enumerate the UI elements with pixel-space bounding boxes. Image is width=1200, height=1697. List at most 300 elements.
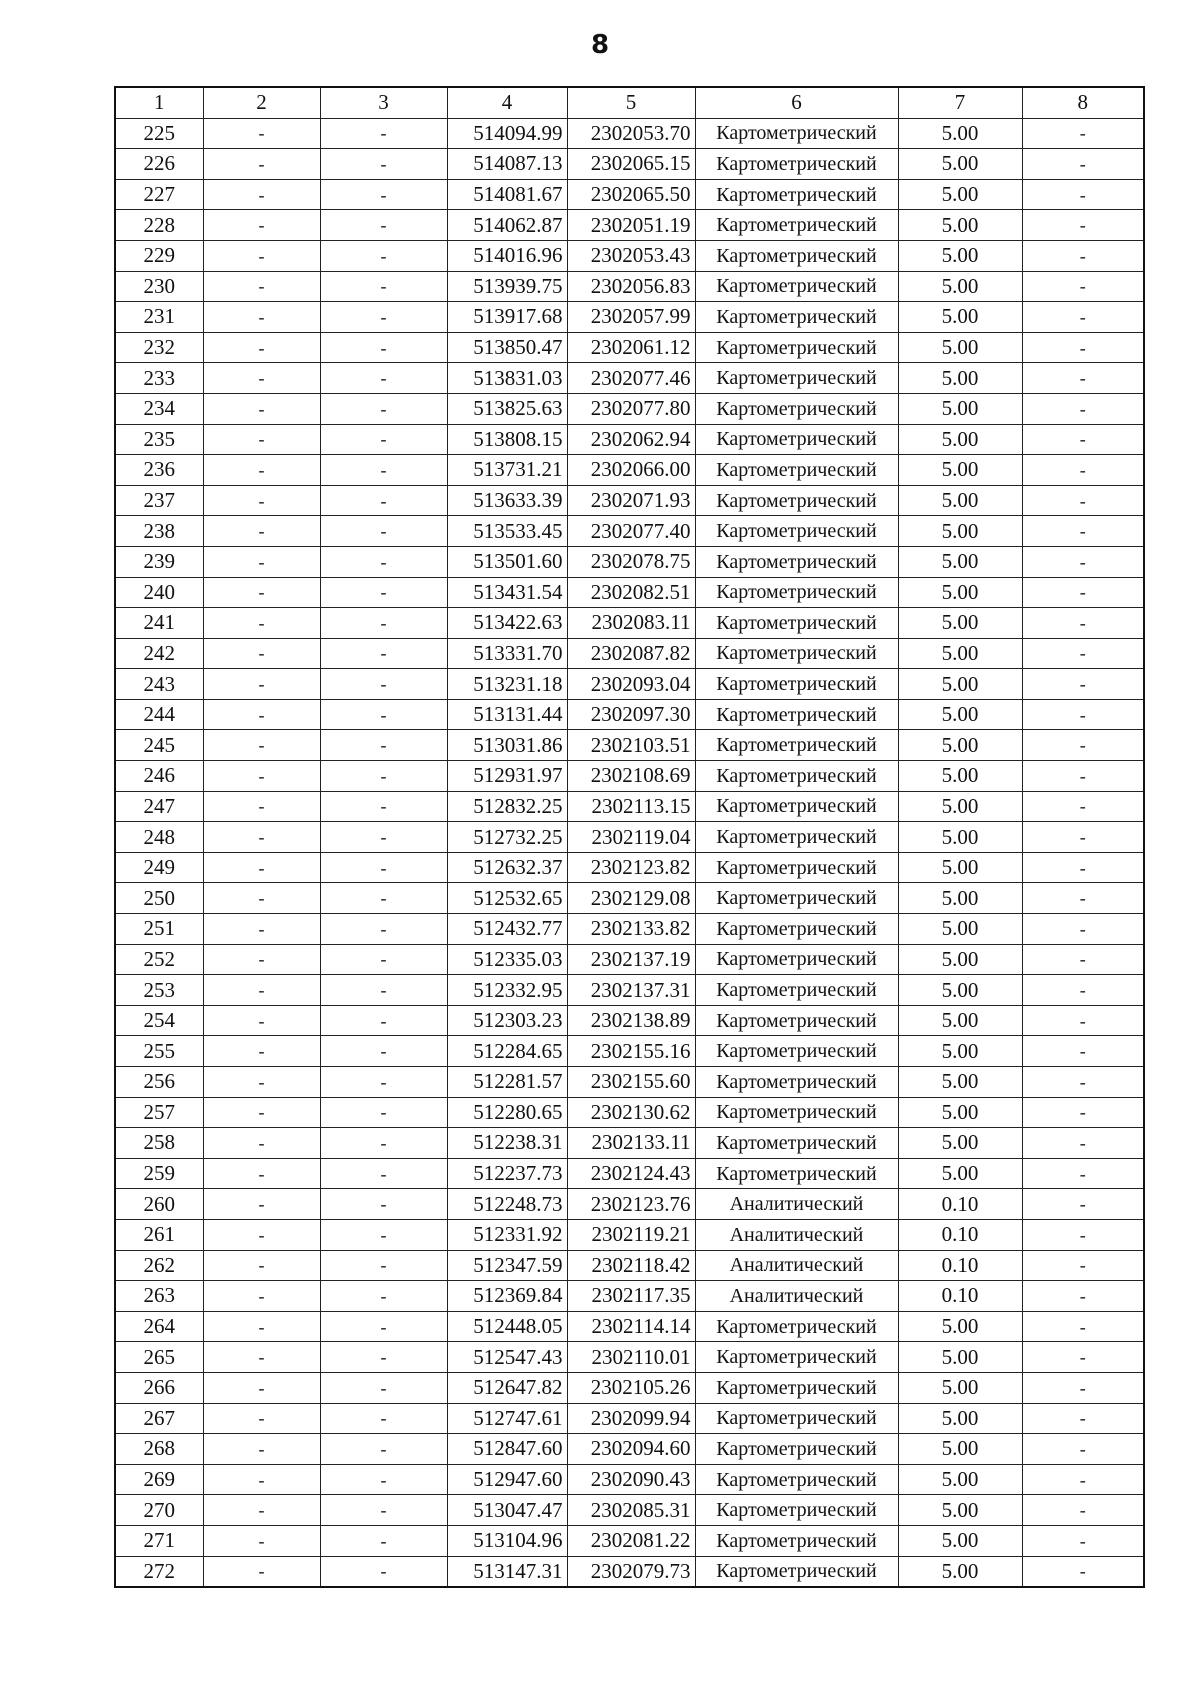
x-coordinate-cell: 512238.31	[447, 1128, 567, 1159]
x-coordinate-cell: 512632.37	[447, 852, 567, 883]
column-3-cell: -	[320, 1005, 447, 1036]
table-row	[115, 1495, 1144, 1526]
x-coordinate-cell: 513939.75	[447, 271, 567, 302]
y-coordinate-cell: 2302099.94	[567, 1403, 695, 1434]
method-cell: Картометрический	[695, 1005, 898, 1036]
method-cell: Картометрический	[695, 638, 898, 669]
column-2-cell: -	[203, 393, 320, 424]
accuracy-cell: 5.00	[898, 1342, 1022, 1373]
column-8-cell: -	[1022, 669, 1144, 700]
accuracy-cell: 5.00	[898, 638, 1022, 669]
y-coordinate-cell: 2302133.82	[567, 914, 695, 945]
point-number-cell: 230	[115, 271, 203, 302]
column-3-cell: -	[320, 455, 447, 486]
page-number: 8	[590, 30, 610, 60]
accuracy-cell: 5.00	[898, 1097, 1022, 1128]
column-8-cell: -	[1022, 1005, 1144, 1036]
column-2-cell: -	[203, 1128, 320, 1159]
method-cell: Картометрический	[695, 914, 898, 945]
table-row	[115, 791, 1144, 822]
column-8-cell: -	[1022, 516, 1144, 547]
column-8-cell: -	[1022, 1434, 1144, 1465]
point-number-cell: 236	[115, 455, 203, 486]
column-8-cell: -	[1022, 332, 1144, 363]
y-coordinate-cell: 2302081.22	[567, 1525, 695, 1556]
point-number-cell: 227	[115, 179, 203, 210]
column-8-cell: -	[1022, 883, 1144, 914]
method-cell: Аналитический	[695, 1281, 898, 1312]
column-2-cell: -	[203, 608, 320, 639]
table-row	[115, 1342, 1144, 1373]
column-8-cell: -	[1022, 944, 1144, 975]
column-3-cell: -	[320, 1036, 447, 1067]
column-2-cell: -	[203, 1311, 320, 1342]
x-coordinate-cell: 512237.73	[447, 1158, 567, 1189]
column-2-cell: -	[203, 1556, 320, 1587]
point-number-cell: 241	[115, 608, 203, 639]
y-coordinate-cell: 2302062.94	[567, 424, 695, 455]
y-coordinate-cell: 2302079.73	[567, 1556, 695, 1587]
x-coordinate-cell: 514016.96	[447, 240, 567, 271]
method-cell: Картометрический	[695, 1403, 898, 1434]
method-cell: Картометрический	[695, 761, 898, 792]
point-number-cell: 247	[115, 791, 203, 822]
column-2-cell: -	[203, 730, 320, 761]
table-row	[115, 1464, 1144, 1495]
column-3-cell: -	[320, 822, 447, 853]
column-8-cell: -	[1022, 638, 1144, 669]
column-2-cell: -	[203, 1403, 320, 1434]
column-2-cell: -	[203, 1434, 320, 1465]
table-row	[115, 1219, 1144, 1250]
accuracy-cell: 5.00	[898, 1372, 1022, 1403]
column-3-cell: -	[320, 730, 447, 761]
method-cell: Картометрический	[695, 1372, 898, 1403]
accuracy-cell: 0.10	[898, 1219, 1022, 1250]
table-row	[115, 975, 1144, 1006]
x-coordinate-cell: 512347.59	[447, 1250, 567, 1281]
x-coordinate-cell: 512303.23	[447, 1005, 567, 1036]
x-coordinate-cell: 512448.05	[447, 1311, 567, 1342]
column-8-cell: -	[1022, 1342, 1144, 1373]
y-coordinate-cell: 2302130.62	[567, 1097, 695, 1128]
column-8-cell: -	[1022, 608, 1144, 639]
method-cell: Картометрический	[695, 1036, 898, 1067]
x-coordinate-cell: 512281.57	[447, 1067, 567, 1098]
method-cell: Аналитический	[695, 1250, 898, 1281]
column-3-cell: -	[320, 975, 447, 1006]
y-coordinate-cell: 2302065.15	[567, 149, 695, 180]
column-8-cell: -	[1022, 546, 1144, 577]
column-3-cell: -	[320, 914, 447, 945]
y-coordinate-cell: 2302065.50	[567, 179, 695, 210]
point-number-cell: 272	[115, 1556, 203, 1587]
accuracy-cell: 5.00	[898, 516, 1022, 547]
method-cell: Картометрический	[695, 608, 898, 639]
column-3-cell: -	[320, 1525, 447, 1556]
column-8-cell: -	[1022, 271, 1144, 302]
column-2-cell: -	[203, 424, 320, 455]
accuracy-cell: 5.00	[898, 730, 1022, 761]
x-coordinate-cell: 513031.86	[447, 730, 567, 761]
y-coordinate-cell: 2302105.26	[567, 1372, 695, 1403]
column-8-cell: -	[1022, 699, 1144, 730]
method-cell: Картометрический	[695, 669, 898, 700]
table-header-row	[115, 87, 1144, 118]
point-number-cell: 234	[115, 393, 203, 424]
column-8-cell: -	[1022, 791, 1144, 822]
x-coordinate-cell: 512747.61	[447, 1403, 567, 1434]
column-8-cell: -	[1022, 1403, 1144, 1434]
table-row	[115, 485, 1144, 516]
method-cell: Картометрический	[695, 822, 898, 853]
point-number-cell: 267	[115, 1403, 203, 1434]
y-coordinate-cell: 2302155.16	[567, 1036, 695, 1067]
point-number-cell: 256	[115, 1067, 203, 1098]
column-2-cell: -	[203, 546, 320, 577]
x-coordinate-cell: 513431.54	[447, 577, 567, 608]
column-2-cell: -	[203, 332, 320, 363]
y-coordinate-cell: 2302087.82	[567, 638, 695, 669]
column-2-cell: -	[203, 822, 320, 853]
column-8-cell: -	[1022, 1158, 1144, 1189]
x-coordinate-cell: 512931.97	[447, 761, 567, 792]
column-8-cell: -	[1022, 1525, 1144, 1556]
method-cell: Картометрический	[695, 179, 898, 210]
method-cell: Картометрический	[695, 516, 898, 547]
column-3-cell: -	[320, 271, 447, 302]
point-number-cell: 271	[115, 1525, 203, 1556]
method-cell: Картометрический	[695, 883, 898, 914]
column-8-cell: -	[1022, 210, 1144, 241]
x-coordinate-cell: 513147.31	[447, 1556, 567, 1587]
column-8-cell: -	[1022, 1189, 1144, 1220]
column-8-cell: -	[1022, 761, 1144, 792]
table-row	[115, 271, 1144, 302]
y-coordinate-cell: 2302113.15	[567, 791, 695, 822]
column-8-cell: -	[1022, 852, 1144, 883]
x-coordinate-cell: 513533.45	[447, 516, 567, 547]
point-number-cell: 265	[115, 1342, 203, 1373]
point-number-cell: 255	[115, 1036, 203, 1067]
accuracy-cell: 5.00	[898, 1525, 1022, 1556]
method-cell: Картометрический	[695, 271, 898, 302]
y-coordinate-cell: 2302103.51	[567, 730, 695, 761]
accuracy-cell: 5.00	[898, 271, 1022, 302]
table-row	[115, 1097, 1144, 1128]
column-2-cell: -	[203, 1281, 320, 1312]
column-3-cell: -	[320, 179, 447, 210]
point-number-cell: 250	[115, 883, 203, 914]
column-2-cell: -	[203, 669, 320, 700]
x-coordinate-cell: 512847.60	[447, 1434, 567, 1465]
table-row	[115, 638, 1144, 669]
column-3-cell: -	[320, 1495, 447, 1526]
method-cell: Картометрический	[695, 975, 898, 1006]
y-coordinate-cell: 2302078.75	[567, 546, 695, 577]
point-number-cell: 270	[115, 1495, 203, 1526]
column-8-cell: -	[1022, 577, 1144, 608]
accuracy-cell: 5.00	[898, 424, 1022, 455]
column-3-cell: -	[320, 332, 447, 363]
point-number-cell: 259	[115, 1158, 203, 1189]
point-number-cell: 251	[115, 914, 203, 945]
x-coordinate-cell: 512280.65	[447, 1097, 567, 1128]
accuracy-cell: 5.00	[898, 822, 1022, 853]
table-row	[115, 1403, 1144, 1434]
y-coordinate-cell: 2302117.35	[567, 1281, 695, 1312]
accuracy-cell: 5.00	[898, 1403, 1022, 1434]
method-cell: Картометрический	[695, 363, 898, 394]
column-8-cell: -	[1022, 302, 1144, 333]
x-coordinate-cell: 513808.15	[447, 424, 567, 455]
table-row	[115, 363, 1144, 394]
point-number-cell: 238	[115, 516, 203, 547]
y-coordinate-cell: 2302129.08	[567, 883, 695, 914]
point-number-cell: 257	[115, 1097, 203, 1128]
method-cell: Картометрический	[695, 1464, 898, 1495]
column-header: 2	[203, 87, 320, 118]
column-3-cell: -	[320, 1067, 447, 1098]
point-number-cell: 240	[115, 577, 203, 608]
table-row	[115, 577, 1144, 608]
column-3-cell: -	[320, 1464, 447, 1495]
accuracy-cell: 5.00	[898, 761, 1022, 792]
column-3-cell: -	[320, 424, 447, 455]
accuracy-cell: 5.00	[898, 699, 1022, 730]
column-3-cell: -	[320, 1189, 447, 1220]
point-number-cell: 252	[115, 944, 203, 975]
column-8-cell: -	[1022, 240, 1144, 271]
column-8-cell: -	[1022, 118, 1144, 149]
accuracy-cell: 5.00	[898, 546, 1022, 577]
coordinates-table	[114, 86, 1145, 1588]
accuracy-cell: 5.00	[898, 1158, 1022, 1189]
column-2-cell: -	[203, 485, 320, 516]
column-8-cell: -	[1022, 455, 1144, 486]
table-row	[115, 149, 1144, 180]
point-number-cell: 232	[115, 332, 203, 363]
method-cell: Аналитический	[695, 1219, 898, 1250]
table-row	[115, 118, 1144, 149]
column-3-cell: -	[320, 546, 447, 577]
accuracy-cell: 5.00	[898, 975, 1022, 1006]
point-number-cell: 225	[115, 118, 203, 149]
accuracy-cell: 5.00	[898, 1036, 1022, 1067]
column-3-cell: -	[320, 149, 447, 180]
x-coordinate-cell: 513825.63	[447, 393, 567, 424]
x-coordinate-cell: 512547.43	[447, 1342, 567, 1373]
accuracy-cell: 5.00	[898, 149, 1022, 180]
column-2-cell: -	[203, 179, 320, 210]
accuracy-cell: 5.00	[898, 1495, 1022, 1526]
method-cell: Аналитический	[695, 1189, 898, 1220]
column-8-cell: -	[1022, 1311, 1144, 1342]
column-3-cell: -	[320, 638, 447, 669]
table-row	[115, 1250, 1144, 1281]
method-cell: Картометрический	[695, 1128, 898, 1159]
accuracy-cell: 5.00	[898, 914, 1022, 945]
column-2-cell: -	[203, 577, 320, 608]
column-8-cell: -	[1022, 822, 1144, 853]
table-row	[115, 730, 1144, 761]
y-coordinate-cell: 2302061.12	[567, 332, 695, 363]
column-2-cell: -	[203, 914, 320, 945]
y-coordinate-cell: 2302155.60	[567, 1067, 695, 1098]
y-coordinate-cell: 2302056.83	[567, 271, 695, 302]
column-2-cell: -	[203, 1525, 320, 1556]
table-row	[115, 210, 1144, 241]
point-number-cell: 245	[115, 730, 203, 761]
method-cell: Картометрический	[695, 852, 898, 883]
method-cell: Картометрический	[695, 1158, 898, 1189]
y-coordinate-cell: 2302110.01	[567, 1342, 695, 1373]
method-cell: Картометрический	[695, 699, 898, 730]
x-coordinate-cell: 512647.82	[447, 1372, 567, 1403]
method-cell: Картометрический	[695, 944, 898, 975]
column-header: 5	[567, 87, 695, 118]
column-2-cell: -	[203, 944, 320, 975]
column-2-cell: -	[203, 1067, 320, 1098]
x-coordinate-cell: 513047.47	[447, 1495, 567, 1526]
column-3-cell: -	[320, 393, 447, 424]
column-8-cell: -	[1022, 393, 1144, 424]
column-2-cell: -	[203, 761, 320, 792]
x-coordinate-cell: 513917.68	[447, 302, 567, 333]
y-coordinate-cell: 2302077.40	[567, 516, 695, 547]
column-2-cell: -	[203, 1158, 320, 1189]
x-coordinate-cell: 513104.96	[447, 1525, 567, 1556]
point-number-cell: 253	[115, 975, 203, 1006]
column-2-cell: -	[203, 363, 320, 394]
column-8-cell: -	[1022, 1495, 1144, 1526]
point-number-cell: 260	[115, 1189, 203, 1220]
column-3-cell: -	[320, 363, 447, 394]
point-number-cell: 231	[115, 302, 203, 333]
method-cell: Картометрический	[695, 730, 898, 761]
column-8-cell: -	[1022, 1036, 1144, 1067]
table-row	[115, 1189, 1144, 1220]
accuracy-cell: 5.00	[898, 883, 1022, 914]
table-row	[115, 424, 1144, 455]
column-3-cell: -	[320, 118, 447, 149]
accuracy-cell: 5.00	[898, 455, 1022, 486]
method-cell: Картометрический	[695, 1495, 898, 1526]
point-number-cell: 249	[115, 852, 203, 883]
column-8-cell: -	[1022, 1281, 1144, 1312]
x-coordinate-cell: 514094.99	[447, 118, 567, 149]
method-cell: Картометрический	[695, 1556, 898, 1587]
point-number-cell: 261	[115, 1219, 203, 1250]
accuracy-cell: 5.00	[898, 118, 1022, 149]
x-coordinate-cell: 512369.84	[447, 1281, 567, 1312]
y-coordinate-cell: 2302093.04	[567, 669, 695, 700]
y-coordinate-cell: 2302137.31	[567, 975, 695, 1006]
table-row	[115, 1525, 1144, 1556]
column-2-cell: -	[203, 1097, 320, 1128]
table-row	[115, 852, 1144, 883]
method-cell: Картометрический	[695, 393, 898, 424]
column-3-cell: -	[320, 1158, 447, 1189]
column-8-cell: -	[1022, 149, 1144, 180]
y-coordinate-cell: 2302077.46	[567, 363, 695, 394]
y-coordinate-cell: 2302053.43	[567, 240, 695, 271]
table-row	[115, 1372, 1144, 1403]
column-3-cell: -	[320, 1250, 447, 1281]
column-header: 7	[898, 87, 1022, 118]
accuracy-cell: 5.00	[898, 1556, 1022, 1587]
accuracy-cell: 5.00	[898, 393, 1022, 424]
column-3-cell: -	[320, 1128, 447, 1159]
column-2-cell: -	[203, 1495, 320, 1526]
x-coordinate-cell: 513633.39	[447, 485, 567, 516]
accuracy-cell: 5.00	[898, 1067, 1022, 1098]
column-2-cell: -	[203, 516, 320, 547]
method-cell: Картометрический	[695, 332, 898, 363]
y-coordinate-cell: 2302082.51	[567, 577, 695, 608]
y-coordinate-cell: 2302083.11	[567, 608, 695, 639]
column-2-cell: -	[203, 699, 320, 730]
point-number-cell: 235	[115, 424, 203, 455]
accuracy-cell: 5.00	[898, 608, 1022, 639]
point-number-cell: 228	[115, 210, 203, 241]
accuracy-cell: 5.00	[898, 302, 1022, 333]
y-coordinate-cell: 2302123.82	[567, 852, 695, 883]
table-row	[115, 883, 1144, 914]
point-number-cell: 264	[115, 1311, 203, 1342]
y-coordinate-cell: 2302057.99	[567, 302, 695, 333]
point-number-cell: 244	[115, 699, 203, 730]
x-coordinate-cell: 513131.44	[447, 699, 567, 730]
column-3-cell: -	[320, 761, 447, 792]
point-number-cell: 237	[115, 485, 203, 516]
table-row	[115, 302, 1144, 333]
method-cell: Картометрический	[695, 1434, 898, 1465]
x-coordinate-cell: 513422.63	[447, 608, 567, 639]
column-2-cell: -	[203, 1342, 320, 1373]
method-cell: Картометрический	[695, 149, 898, 180]
y-coordinate-cell: 2302085.31	[567, 1495, 695, 1526]
table-row	[115, 822, 1144, 853]
table-row	[115, 669, 1144, 700]
column-3-cell: -	[320, 1342, 447, 1373]
column-2-cell: -	[203, 1250, 320, 1281]
point-number-cell: 226	[115, 149, 203, 180]
table-row	[115, 1158, 1144, 1189]
method-cell: Картометрический	[695, 1097, 898, 1128]
table-row	[115, 1281, 1144, 1312]
x-coordinate-cell: 512248.73	[447, 1189, 567, 1220]
x-coordinate-cell: 514062.87	[447, 210, 567, 241]
x-coordinate-cell: 512284.65	[447, 1036, 567, 1067]
point-number-cell: 266	[115, 1372, 203, 1403]
table-row	[115, 608, 1144, 639]
column-2-cell: -	[203, 1036, 320, 1067]
column-8-cell: -	[1022, 179, 1144, 210]
y-coordinate-cell: 2302137.19	[567, 944, 695, 975]
column-header: 1	[115, 87, 203, 118]
table-row	[115, 761, 1144, 792]
column-2-cell: -	[203, 1189, 320, 1220]
x-coordinate-cell: 512532.65	[447, 883, 567, 914]
y-coordinate-cell: 2302053.70	[567, 118, 695, 149]
table-row	[115, 240, 1144, 271]
accuracy-cell: 5.00	[898, 363, 1022, 394]
table-row	[115, 1128, 1144, 1159]
column-2-cell: -	[203, 118, 320, 149]
point-number-cell: 248	[115, 822, 203, 853]
column-2-cell: -	[203, 975, 320, 1006]
